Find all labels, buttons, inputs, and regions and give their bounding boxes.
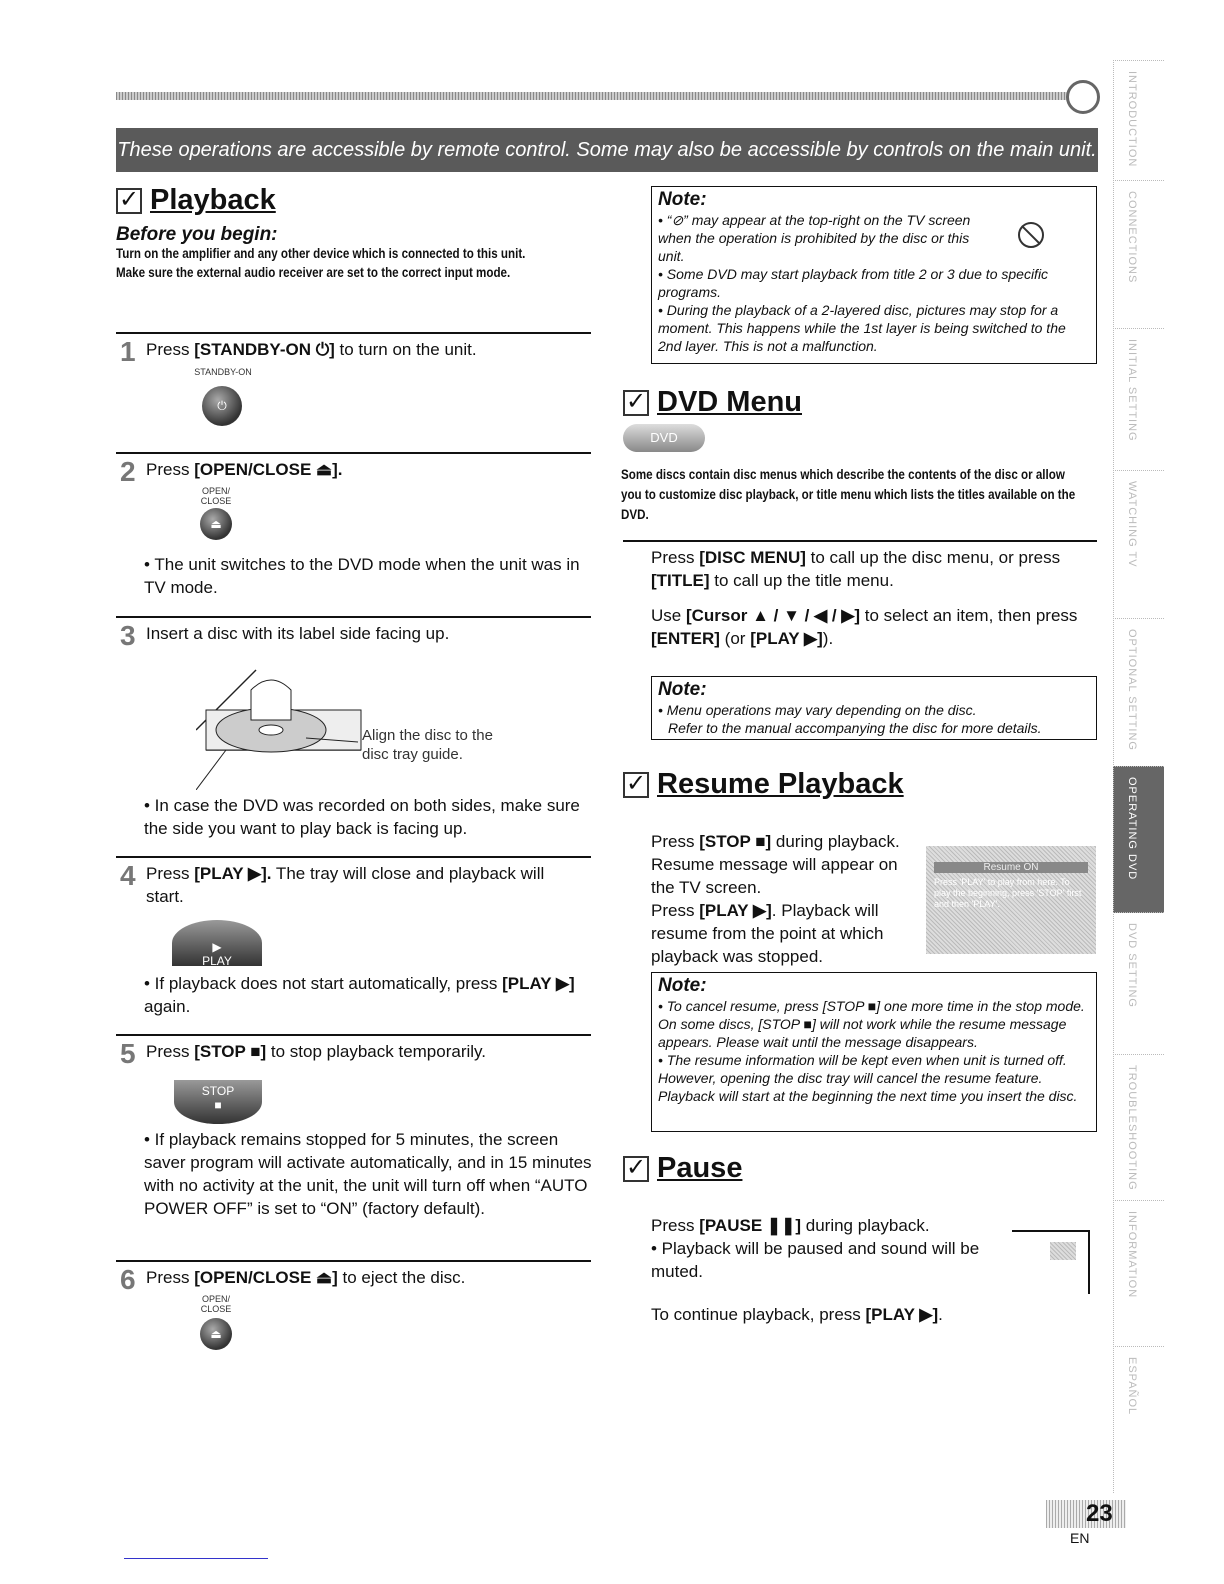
dvd-menu-step-1: Press [DISC MENU] to call up the disc menu, or press [TITLE] to call up the title menu. (651, 548, 1061, 590)
step-number: 5 (120, 1038, 136, 1069)
before-line-2: Make sure the external audio receiver are set to the correct input mode. (116, 265, 511, 280)
step-3-text: Insert a disc with its label side facing up. (146, 624, 450, 643)
resume-text: Press [STOP ■] during playback. Resume message will appear on the TV screen. Press [PLAY ▶]. Playback will resume from the point at which playback was stopped. (651, 832, 900, 966)
step-number: 6 (120, 1264, 136, 1295)
dvd-menu-step-2: Use [Cursor ▲ / ▼ / ◀ / ▶] to select an item, then press [ENTER] (or [PLAY ▶]). (651, 606, 1078, 648)
side-tab-troubleshooting[interactable]: TROUBLESHOOTING (1113, 1054, 1164, 1201)
resume-screen (926, 846, 1096, 954)
disc-tray-caption: Align the disc to the disc tray guide. (362, 727, 493, 763)
step-rule (116, 616, 591, 618)
note-box (651, 186, 1097, 364)
header-circle (1066, 80, 1100, 114)
step-rule (116, 1260, 591, 1262)
checkbox-icon: ✓ (623, 390, 649, 416)
pause-heading: ✓ Pause (623, 1152, 742, 1185)
resume-heading: ✓ Resume Playback (623, 768, 904, 801)
open-close-label: OPEN/ CLOSE (200, 486, 232, 506)
side-tab-introduction[interactable]: INTRODUCTION (1113, 60, 1164, 181)
step-3-bullet: • In case the DVD was recorded on both sides, make sure the side you want to play back is facing up. (144, 796, 580, 838)
play-button-icon: ▶ PLAY (172, 920, 262, 966)
standby-button-icon: ⏻ (202, 386, 242, 426)
step-4-bullet: • If playback does not start automatically, press [PLAY ▶] again. (144, 974, 575, 1016)
before-you-begin-title: Before you begin: (116, 224, 278, 245)
section-rule (623, 540, 1097, 542)
page-number: 23 (1086, 1500, 1113, 1527)
note-box (651, 676, 1097, 740)
pause-text: Press [PAUSE ❚❚] during playback. (651, 1216, 930, 1235)
side-tab-watching-tv[interactable]: WATCHING TV (1113, 470, 1164, 619)
note-box (651, 972, 1097, 1132)
step-5-text: Press [STOP ■] to stop playback temporarily. (146, 1042, 487, 1061)
side-tab-dvd-setting[interactable]: DVD SETTING (1113, 912, 1164, 1055)
pause-callout-line (1012, 1230, 1090, 1232)
disc-tray-illustration (196, 650, 366, 790)
page-lang: EN (1070, 1530, 1090, 1546)
remote-banner: These operations are accessible by remote control. Some may also be accessible by controls on the main unit. (116, 128, 1098, 172)
side-tab-connections[interactable]: CONNECTIONS (1113, 180, 1164, 329)
step-4-text: Press [PLAY ▶]. The tray will close and playback will start. (146, 864, 545, 906)
eject-button-icon: ⏏ (200, 508, 232, 540)
step-rule (116, 856, 591, 858)
before-line-1: Turn on the amplifier and any other device which is connected to this unit. (116, 246, 526, 261)
step-number: 1 (120, 336, 136, 367)
step-5-bullet: • If playback remains stopped for 5 minutes, the screen saver program will activate automatically, and in 15 minutes with no activity at the unit, the unit will turn off when “AUTO POWER OFF” is set to “ON” (factory default). (144, 1130, 592, 1218)
standby-label: STANDBY-ON (194, 367, 252, 377)
step-number: 2 (120, 456, 136, 487)
step-rule (116, 332, 591, 334)
note-item: • During the playback of a 2-layered disc, pictures may stop for a moment. This happens while the 1st layer is being switched to the 2nd layer. This is not a malfunction. (658, 302, 1066, 354)
prohibited-icon (1018, 222, 1044, 248)
checkbox-icon: ✓ (623, 1156, 649, 1182)
step-rule (116, 452, 591, 454)
open-close-label: OPEN/ CLOSE (200, 1294, 232, 1314)
step-number: 3 (120, 620, 136, 651)
side-tab-information[interactable]: INFORMATION (1113, 1200, 1164, 1347)
note-item: Refer to the manual accompanying the disc for more details. (668, 720, 1042, 736)
checkbox-icon: ✓ (623, 772, 649, 798)
pause-continue: To continue playback, press [PLAY ▶]. (651, 1305, 943, 1324)
note-title: Note: (658, 189, 707, 210)
note-item: • “⊘” may appear at the top-right on the TV screen when the operation is prohibited by the disc or this unit. (658, 212, 971, 264)
step-6-text: Press [OPEN/CLOSE ⏏] to eject the disc. (146, 1268, 466, 1287)
eject-button-icon: ⏏ (200, 1318, 232, 1350)
side-tab-initial-setting[interactable]: INITIAL SETTING (1113, 328, 1164, 471)
resume-screen-text: Press 'PLAY' to play from here. To play the beginning, press 'STOP' first and then 'PLAY'. (934, 877, 1082, 909)
side-tab-operating-dvd[interactable]: OPERATING DVD (1113, 766, 1164, 913)
pause-callout-line (1088, 1230, 1090, 1294)
checkbox-icon: ✓ (116, 188, 142, 214)
pause-bullet: • Playback will be paused and sound will be muted. (651, 1239, 980, 1281)
header-rule (116, 92, 1076, 100)
step-number: 4 (120, 860, 136, 891)
note-item: • Some DVD may start playback from title 2 or 3 due to specific programs. (658, 266, 1049, 300)
step-2-bullet: • The unit switches to the DVD mode when the unit was in TV mode. (144, 555, 580, 597)
stop-button-icon: STOP ■ (174, 1080, 262, 1124)
playback-heading: ✓ Playback (116, 184, 276, 217)
step-1-text: Press [STANDBY-ON ⏻] to turn on the unit. (146, 340, 477, 359)
note-item: • Menu operations may vary depending on the disc. (658, 702, 977, 718)
resume-screen-title: Resume ON (934, 862, 1088, 873)
step-rule (116, 1034, 591, 1036)
note-title: Note: (658, 679, 707, 700)
side-tab-optional-setting[interactable]: OPTIONAL SETTING (1113, 618, 1164, 767)
dvd-menu-heading: ✓ DVD Menu (623, 386, 802, 419)
note-title: Note: (658, 975, 707, 996)
pause-icon (1050, 1242, 1076, 1260)
footer-rule (124, 1558, 268, 1559)
side-tab-espanol[interactable]: ESPAÑOL (1113, 1346, 1164, 1493)
dvd-badge: DVD (623, 424, 705, 452)
note-item: • The resume information will be kept even when unit is turned off. However, opening the disc tray will cancel the resume feature. Playback will start at the beginning the next time you insert the disc. (658, 1052, 1078, 1104)
note-item: • To cancel resume, press [STOP ■] one more time in the stop mode. On some discs, [STOP ■] will not work while the resume message appears. Please wait until the message disappears. (658, 998, 1085, 1050)
dvd-menu-desc: Some discs contain disc menus which describe the contents of the disc or allow you to customize disc playback, or title menu which lists the titles available on the DVD. (621, 467, 1076, 522)
step-2-text: Press [OPEN/CLOSE ⏏]. (146, 460, 343, 479)
